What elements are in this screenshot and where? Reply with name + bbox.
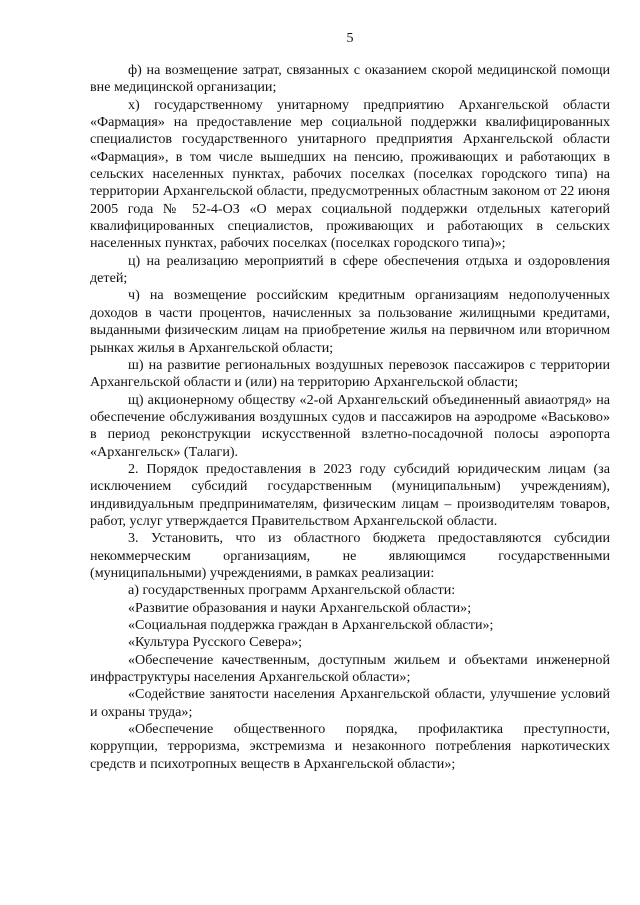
program-culture: «Культура Русского Севера»; bbox=[128, 634, 303, 651]
paragraph-sh: ш) на развитие региональных воздушных перевозок пассажиров с территории Архангельской области и (или) на территорию Архангельской области; bbox=[90, 356, 610, 391]
program-housing: «Обеспечение качественным, доступным жильем и объектами инженерной инфраструктуры населения Архангельской области»; bbox=[90, 651, 610, 686]
paragraph-3a: а) государственных программ Архангельской области: bbox=[128, 582, 456, 599]
program-employment: «Содействие занятости населения Архангельской области, улучшение условий и охраны труда»; bbox=[90, 686, 610, 720]
paragraph-kh: х) государственному унитарному предприятию Архангельской области «Фармация» на предоставление мер социальной поддержки квалифицированных специалистов государственного унитарного предприятия Архангельской области «Фармация», в том числе вышедших на пенсию, проживающих и работающих в сельских населенных пунктах, рабочих поселках (поселках городского типа) на территории Архангельской области, предусмотренных областным законом от 22 июня 2005 года № 52-4-ОЗ «О мерах социальной поддержки отдельных категорий квалифицированных специалистов, проживающих и работающих в сельских населенных пунктах, рабочих поселках (поселках городского типа)»; bbox=[90, 96, 610, 252]
document-page bbox=[90, 30, 610, 773]
paragraph-3: 3. Установить, что из областного бюджета предоставляются субсидии некоммерческим организациям, не являющимся государственными (муниципальными) учреждениями, в рамках реализации: bbox=[90, 530, 610, 581]
paragraph-f: ф) на возмещение затрат, связанных с оказанием скорой медицинской помощи вне медицинской организации; bbox=[90, 62, 610, 96]
paragraph-2: 2. Порядок предоставления в 2023 году субсидий юридическим лицам (за исключением субсидий государственным (муниципальным) учреждениям), индивидуальным предпринимателям, физическим лицам – производителям товаров, работ, услуг утверждается Правительством Архангельской области. bbox=[90, 460, 610, 529]
page-number: 5 bbox=[346, 31, 354, 46]
paragraph-ch: ч) на возмещение российским кредитным организациям недополученных доходов в части процентов, начисленных за пользование жилищными кредитами, выданными физическим лицам на приобретение жилья на первичном или вторичном рынках жилья в Архангельской области; bbox=[90, 287, 610, 356]
program-social-support: «Социальная поддержка граждан в Архангельской области»; bbox=[128, 617, 494, 633]
paragraph-shch: щ) акционерному обществу «2-ой Архангельский объединенный авиаотряд» на обеспечение обслуживания воздушных судов и пассажиров на аэродроме «Васьково» в период реконструкции искусственной взлетно-посадочной полосы аэропорта «Архангельск» (Талаги). bbox=[90, 391, 610, 460]
paragraph-ts: ц) на реализацию мероприятий в сфере обеспечения отдыха и оздоровления детей; bbox=[90, 252, 610, 287]
program-public-order: «Обеспечение общественного порядка, профилактика преступности, коррупции, терроризма, экстремизма и незаконного потребления наркотических средств и психотропных веществ в Архангельской области»; bbox=[90, 721, 610, 772]
program-education: «Развитие образования и науки Архангельской области»; bbox=[128, 599, 472, 616]
